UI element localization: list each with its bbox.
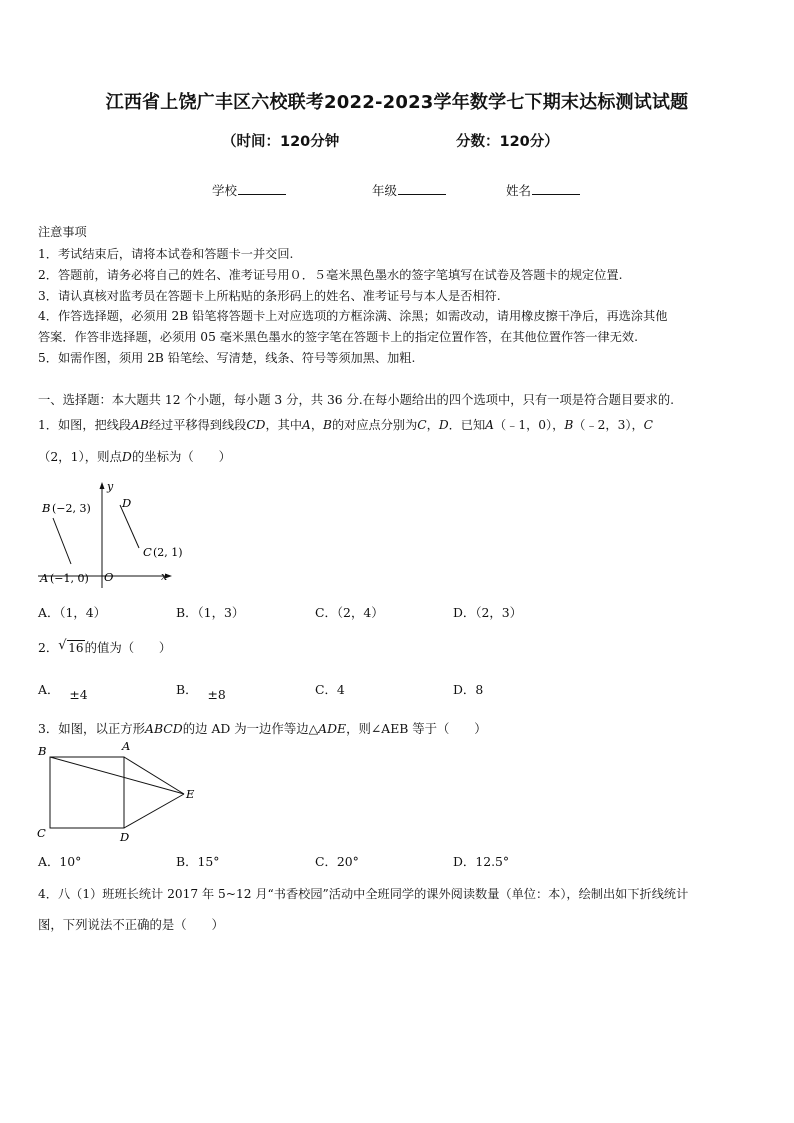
q3-option-d: D．12.5° xyxy=(453,854,510,869)
segment-ae xyxy=(124,757,184,794)
vertex-c-label: C xyxy=(37,826,46,840)
note-item: 1．考试结束后，请将本试卷和答题卡一并交回. xyxy=(38,247,294,261)
q1-option-c: C．（2，4） xyxy=(315,605,384,620)
q2-option-a: A． ±4 xyxy=(38,682,88,702)
point-b-label: B xyxy=(42,501,51,515)
vertex-a-label: A xyxy=(122,739,131,753)
x-axis-label: x xyxy=(161,570,168,583)
note-item: 5．如需作图，须用 2B 铅笔绘、写清楚，线条、符号等须加黑、加粗. xyxy=(38,351,416,365)
point-d-label: D xyxy=(122,496,132,510)
note-item: 2．答题前，请务必将自己的姓名、准考证号用０．５毫米黑色墨水的签字笔填写在试卷及答题卡的规定位置. xyxy=(38,268,623,282)
q3-square-figure xyxy=(34,738,204,846)
q1-option-d: D．（2，3） xyxy=(453,605,523,620)
vertex-b-label: B xyxy=(38,744,47,758)
segment-be xyxy=(50,757,184,794)
grade-blank xyxy=(398,182,446,195)
grade-label: 年级 xyxy=(372,183,398,198)
note-item: 3．请认真核对监考员在答题卡上所粘贴的条形码上的姓名、准考证号与本人是否相符. xyxy=(38,289,501,303)
q4-line1: 4．八（1）班班长统计 2017 年 5~12 月“书香校园”活动中全班同学的课外阅读数量（单位：本），绘制出如下折线统计 xyxy=(38,887,689,901)
point-c-label: C xyxy=(143,545,152,559)
vertex-d-label: D xyxy=(120,830,130,844)
q2-option-c: C．4 xyxy=(315,682,345,697)
point-a-coord: (−1, 0) xyxy=(50,572,89,585)
q2-option-b: B． ±8 xyxy=(176,682,226,702)
q3-option-b: B．15° xyxy=(176,854,220,869)
note-item: 4．作答选择题，必须用 2B 铅笔将答题卡上对应选项的方框涂满、涂黑；如需改动，请用橡皮擦干净后，再选涂其他 xyxy=(38,309,668,323)
name-field xyxy=(506,181,580,199)
q3-option-a: A．10° xyxy=(38,854,82,869)
vertex-e-label: E xyxy=(186,787,195,801)
y-axis-arrow xyxy=(100,482,105,489)
segment-cd xyxy=(120,505,139,548)
q3-stem: 3．如图，以正方形ABCD的边 AD 为一边作等边△ADE，则∠AEB 等于（ ） xyxy=(38,721,487,736)
section-heading: 一、选择题：本大题共 12 个小题，每小题 3 分，共 36 分.在每小题给出的四个选项中，只有一项是符合题目要求的. xyxy=(38,393,675,407)
point-a-label: A xyxy=(40,571,49,585)
notes-heading: 注意事项 xyxy=(38,225,87,239)
sqrt-symbol: √ 16 xyxy=(58,638,84,655)
school-blank xyxy=(238,182,286,195)
origin-label: O xyxy=(104,570,114,584)
q3-option-c: C．20° xyxy=(315,854,359,869)
q1-line2: （2，1），则点D的坐标为（ ） xyxy=(38,449,231,464)
school-field xyxy=(212,181,286,199)
grade-field xyxy=(372,181,446,199)
q4-line2: 图，下列说法不正确的是（ ） xyxy=(38,917,224,932)
school-label: 学校 xyxy=(212,183,238,198)
q1-option-a: A．（1，4） xyxy=(38,605,107,620)
q1-line1: 1．如图，把线段AB经过平移得到线段CD，其中A，B的对应点分别为C，D．已知A（﹣1，0），B（﹣2，3），C xyxy=(38,418,653,432)
point-b-coord: (−2, 3) xyxy=(52,502,91,515)
note-item: 答案．作答非选择题，必须用 05 毫米黑色墨水的签字笔在答题卡上的指定位置作答，在其他位置作答一律无效. xyxy=(38,330,638,344)
q2-stem: 2． √ 16的值为（ ） xyxy=(38,638,172,655)
name-label: 姓名 xyxy=(506,183,532,198)
q2-option-d: D．8 xyxy=(453,682,484,697)
point-c-coord: (2, 1) xyxy=(153,546,183,559)
name-blank xyxy=(532,182,580,195)
segment-de xyxy=(124,794,184,828)
y-axis-label: y xyxy=(107,480,114,493)
q1-option-b: B．（1，3） xyxy=(176,605,245,620)
segment-ab xyxy=(53,518,71,564)
q1-coordinate-figure xyxy=(38,476,188,588)
exam-score: 分数：120分） xyxy=(456,134,559,150)
exam-title: 江西省上饶广丰区六校联考2022-2023学年数学七下期末达标测试试题 xyxy=(105,92,689,113)
exam-time: （时间：120分钟 xyxy=(222,134,340,150)
